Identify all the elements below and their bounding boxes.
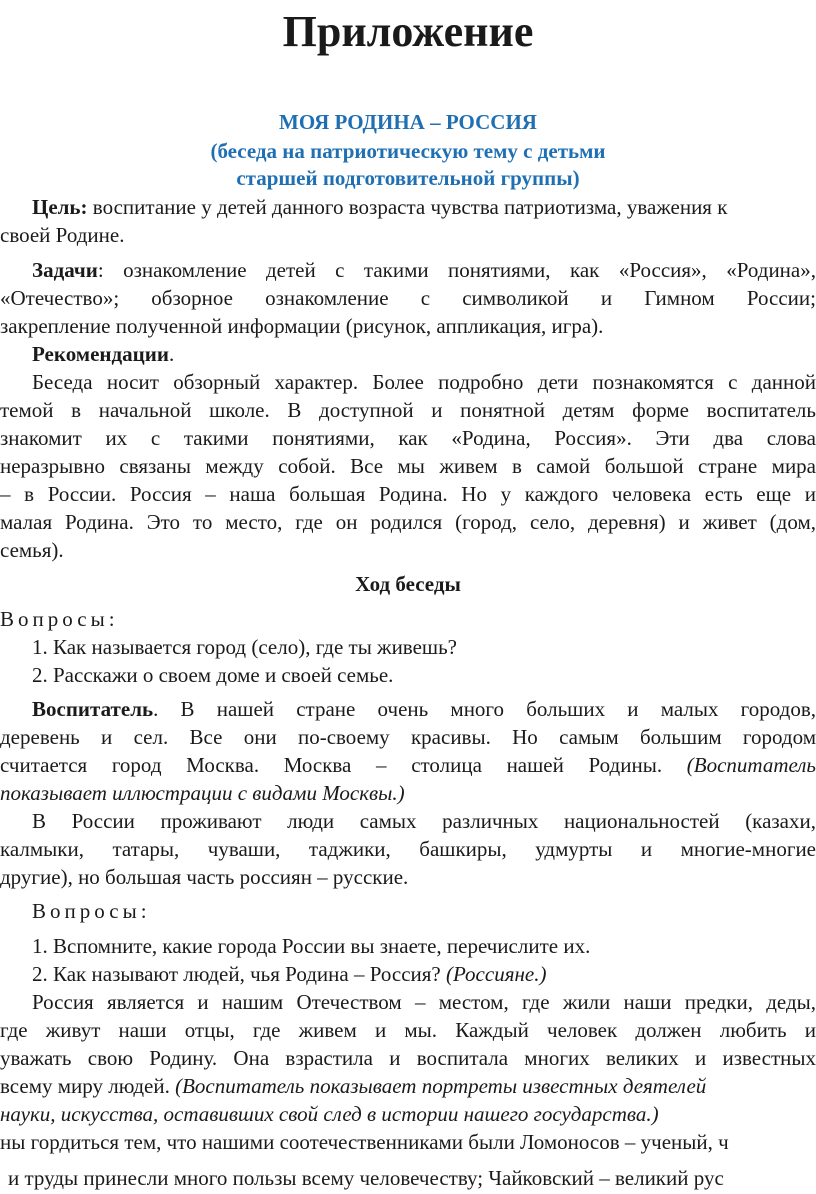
tasks-line-1 bbox=[32, 256, 816, 284]
questions-2-item-2-text: 2. Как называют людей, чья Родина – Россия? bbox=[32, 962, 446, 986]
fatherland-line-2: где живут наши отцы, где живем и мы. Каждый человек должен любить и bbox=[0, 1018, 816, 1042]
fatherland-line-4 bbox=[0, 1072, 706, 1100]
teacher-line-2: деревень и сел. Все они по-своему красивы. Но самым большим городом bbox=[0, 725, 816, 749]
recommendations-line-6: малая Родина. Это то место, где он родился (город, село, деревня) и живет (дом, bbox=[0, 510, 816, 534]
questions-1-item-2: 2. Расскажи о своем доме и своей семье. bbox=[32, 663, 394, 687]
tasks-text: : ознакомление детей с такими понятиями, как «Россия», «Родина», bbox=[97, 258, 816, 282]
recommendations-line-2: темой в начальной школе. В доступной и понятной детям форме воспитатель bbox=[0, 398, 816, 422]
teacher-line-1 bbox=[32, 695, 816, 723]
recommendations-line-7: семья). bbox=[0, 538, 64, 562]
teacher-line-3 bbox=[0, 751, 816, 779]
questions-2-item-2 bbox=[32, 960, 546, 988]
goal-line-2: своей Родине. bbox=[0, 223, 125, 247]
teacher-note-start: (Воспитатель bbox=[686, 753, 816, 777]
heading-line-2: (беседа на патриотическую тему с детьми bbox=[210, 139, 606, 163]
fatherland-line-5 bbox=[0, 1100, 659, 1128]
course-title-text: Ход беседы bbox=[355, 572, 461, 596]
recommendations-line-5: – в России. Россия – наша большая Родина. Но у каждого человека есть еще и bbox=[0, 482, 816, 506]
goal-text: воспитание у детей данного возраста чувства патриотизма, уважения к bbox=[87, 195, 728, 219]
heading-line-1: МОЯ РОДИНА – РОССИЯ bbox=[279, 110, 537, 134]
fatherland-line-6-cut: ны гордиться тем, что нашими соотечественниками были Ломоносов – ученый, ч bbox=[0, 1130, 729, 1154]
tasks-line-3: закрепление полученной информации (рисунок, аппликация, игра). bbox=[0, 314, 604, 338]
recommendations-line-3: знакомит их с такими понятиями, как «Родина, Россия». Эти два слова bbox=[0, 426, 816, 450]
peoples-line-1: В России проживают люди самых различных национальностей (казахи, bbox=[32, 809, 816, 833]
fatherland-line-3: уважать свою Родину. Она взрастила и воспитала многих великих и известных bbox=[0, 1046, 816, 1070]
questions-1-label: Вопросы: bbox=[0, 607, 119, 631]
teacher-line-4 bbox=[0, 779, 405, 807]
recommendations-label: Рекомендации bbox=[32, 342, 169, 366]
recommendations-dot: . bbox=[168, 342, 175, 366]
fatherland-note-end: науки, искусства, оставивших свой след в истории нашего государства.) bbox=[0, 1102, 659, 1126]
questions-1-item-1: 1. Как называется город (село), где ты живешь? bbox=[32, 635, 457, 659]
teacher-label: Воспитатель bbox=[32, 697, 154, 721]
peoples-line-3: другие), но большая часть россиян – русские. bbox=[0, 865, 409, 889]
fatherland-line-1: Россия является и нашим Отечеством – местом, где жили наши предки, деды, bbox=[32, 990, 816, 1014]
goal-line-1 bbox=[32, 193, 816, 221]
questions-2-item-1: 1. Вспомните, какие города России вы знаете, перечислите их. bbox=[32, 934, 591, 958]
peoples-line-2: калмыки, татары, чуваши, таджики, башкиры, удмурты и многие-многие bbox=[0, 837, 816, 861]
recommendations-line-4: неразрывно связаны между собой. Все мы живем в самой большой стране мира bbox=[0, 454, 816, 478]
heading-line-3: старшей подготовительной группы) bbox=[236, 166, 580, 190]
fatherland-note-start: (Воспитатель показывает портреты известных деятелей bbox=[175, 1074, 707, 1098]
teacher-text-3: считается город Москва. Москва – столица нашей Родины. bbox=[0, 753, 687, 777]
goal-label: Цель: bbox=[32, 195, 88, 219]
fatherland-text-4: всему миру людей. bbox=[0, 1074, 176, 1098]
questions-2-item-2-answer: (Россияне.) bbox=[445, 962, 547, 986]
tasks-line-2: «Отечество»; обзорное ознакомление с символикой и Гимном России; bbox=[0, 286, 816, 310]
course-title bbox=[0, 570, 816, 598]
questions-2-label: Вопросы: bbox=[32, 899, 151, 923]
tasks-label: Задачи bbox=[32, 258, 98, 282]
recommendations-line-1: Беседа носит обзорный характер. Более подробно дети познакомятся с данной bbox=[32, 370, 816, 394]
teacher-note-end: показывает иллюстрации с видами Москвы.) bbox=[0, 781, 405, 805]
fatherland-line-7-cut: и труды принесли много пользы всему человечеству; Чайковский – великий рус bbox=[8, 1166, 724, 1190]
recommendations-heading bbox=[32, 340, 174, 368]
teacher-text-1: . В нашей стране очень много больших и малых городов, bbox=[153, 697, 816, 721]
page-title: Приложение bbox=[282, 7, 534, 56]
